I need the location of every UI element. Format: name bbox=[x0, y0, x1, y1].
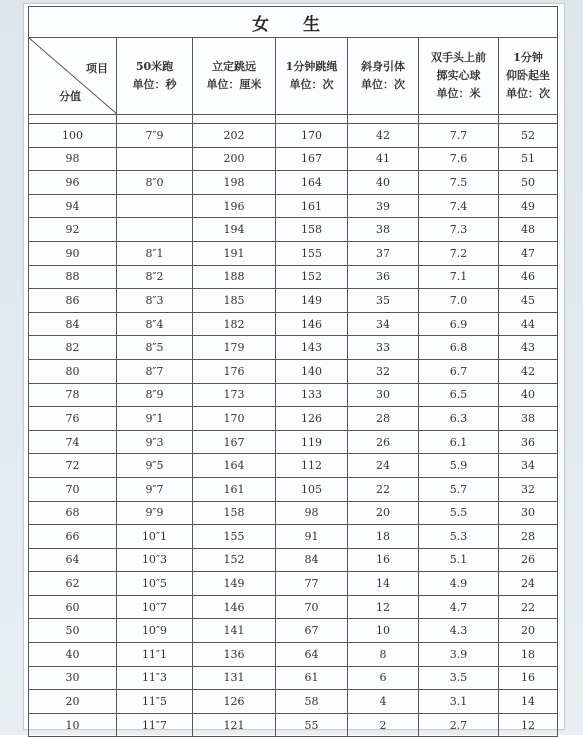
score-cell: 76 bbox=[29, 407, 117, 431]
header-pull-up bbox=[348, 38, 419, 115]
value-cell: 4 bbox=[348, 690, 419, 714]
value-cell: 34 bbox=[499, 454, 558, 478]
value-cell: 38 bbox=[499, 407, 558, 431]
value-cell: 5.3 bbox=[419, 525, 499, 549]
value-cell: 4.7 bbox=[419, 595, 499, 619]
table-row bbox=[29, 289, 558, 313]
value-cell: 170 bbox=[276, 124, 348, 148]
table-row bbox=[29, 454, 558, 478]
value-cell: 164 bbox=[276, 171, 348, 195]
value-cell: 143 bbox=[276, 336, 348, 360]
score-cell: 88 bbox=[29, 265, 117, 289]
value-cell: 16 bbox=[348, 548, 419, 572]
table-row bbox=[29, 407, 558, 431]
value-cell: 11″5 bbox=[117, 690, 193, 714]
value-cell: 12 bbox=[499, 713, 558, 737]
value-cell: 49 bbox=[499, 194, 558, 218]
table-row bbox=[29, 619, 558, 643]
table-row bbox=[29, 477, 558, 501]
table-row bbox=[29, 643, 558, 667]
spacer-cell bbox=[276, 115, 348, 124]
value-cell: 155 bbox=[276, 241, 348, 265]
header-line: 立定跳远 bbox=[212, 60, 256, 73]
score-cell: 74 bbox=[29, 430, 117, 454]
value-cell: 9″9 bbox=[117, 501, 193, 525]
value-cell: 176 bbox=[193, 359, 276, 383]
table-row bbox=[29, 525, 558, 549]
value-cell: 24 bbox=[348, 454, 419, 478]
score-cell: 86 bbox=[29, 289, 117, 313]
value-cell: 58 bbox=[276, 690, 348, 714]
value-cell: 9″5 bbox=[117, 454, 193, 478]
value-cell: 5.9 bbox=[419, 454, 499, 478]
value-cell: 161 bbox=[193, 477, 276, 501]
value-cell: 35 bbox=[348, 289, 419, 313]
value-cell: 28 bbox=[499, 525, 558, 549]
value-cell: 7″9 bbox=[117, 124, 193, 148]
value-cell: 2 bbox=[348, 713, 419, 737]
value-cell: 39 bbox=[348, 194, 419, 218]
value-cell: 133 bbox=[276, 383, 348, 407]
value-cell: 9″1 bbox=[117, 407, 193, 431]
value-cell: 126 bbox=[193, 690, 276, 714]
value-cell: 14 bbox=[348, 572, 419, 596]
value-cell: 140 bbox=[276, 359, 348, 383]
table-body bbox=[29, 124, 558, 737]
table-row bbox=[29, 666, 558, 690]
table-row bbox=[29, 595, 558, 619]
value-cell: 112 bbox=[276, 454, 348, 478]
value-cell: 196 bbox=[193, 194, 276, 218]
value-cell: 61 bbox=[276, 666, 348, 690]
value-cell: 7.7 bbox=[419, 124, 499, 148]
header-line: 单位：秒 bbox=[132, 78, 177, 91]
value-cell: 18 bbox=[499, 643, 558, 667]
header-line: 1分钟跳绳 bbox=[285, 60, 338, 73]
table-row bbox=[29, 171, 558, 195]
score-cell: 90 bbox=[29, 241, 117, 265]
value-cell: 45 bbox=[499, 289, 558, 313]
spacer-cell bbox=[348, 115, 419, 124]
table-row bbox=[29, 241, 558, 265]
value-cell: 3.9 bbox=[419, 643, 499, 667]
value-cell: 7.1 bbox=[419, 265, 499, 289]
table-row bbox=[29, 194, 558, 218]
value-cell: 6.8 bbox=[419, 336, 499, 360]
spacer-cell bbox=[29, 115, 117, 124]
header-rope-skipping bbox=[276, 38, 348, 115]
spacer-cell bbox=[419, 115, 499, 124]
score-cell: 30 bbox=[29, 666, 117, 690]
header-line: 单位：厘米 bbox=[206, 78, 262, 91]
score-cell: 92 bbox=[29, 218, 117, 242]
value-cell: 7.3 bbox=[419, 218, 499, 242]
value-cell: 20 bbox=[348, 501, 419, 525]
value-cell: 158 bbox=[276, 218, 348, 242]
value-cell: 14 bbox=[499, 690, 558, 714]
value-cell: 188 bbox=[193, 265, 276, 289]
value-cell: 36 bbox=[499, 430, 558, 454]
value-cell: 43 bbox=[499, 336, 558, 360]
header-line: 掷实心球 bbox=[436, 69, 481, 82]
value-cell: 185 bbox=[193, 289, 276, 313]
table-row bbox=[29, 218, 558, 242]
value-cell: 3.5 bbox=[419, 666, 499, 690]
value-cell: 41 bbox=[348, 147, 419, 171]
value-cell: 8″7 bbox=[117, 359, 193, 383]
value-cell: 67 bbox=[276, 619, 348, 643]
value-cell: 141 bbox=[193, 619, 276, 643]
value-cell: 146 bbox=[276, 312, 348, 336]
table-row bbox=[29, 572, 558, 596]
value-cell: 167 bbox=[276, 147, 348, 171]
spacer-cell bbox=[193, 115, 276, 124]
value-cell: 5.5 bbox=[419, 501, 499, 525]
value-cell: 173 bbox=[193, 383, 276, 407]
value-cell: 198 bbox=[193, 171, 276, 195]
score-cell: 72 bbox=[29, 454, 117, 478]
value-cell: 10″3 bbox=[117, 548, 193, 572]
value-cell: 152 bbox=[276, 265, 348, 289]
value-cell: 77 bbox=[276, 572, 348, 596]
value-cell: 42 bbox=[348, 124, 419, 148]
value-cell: 5.7 bbox=[419, 477, 499, 501]
value-cell: 26 bbox=[499, 548, 558, 572]
value-cell: 179 bbox=[193, 336, 276, 360]
value-cell: 8 bbox=[348, 643, 419, 667]
value-cell: 37 bbox=[348, 241, 419, 265]
value-cell: 105 bbox=[276, 477, 348, 501]
header-line: 50米跑 bbox=[135, 60, 174, 73]
score-cell: 78 bbox=[29, 383, 117, 407]
value-cell: 32 bbox=[499, 477, 558, 501]
value-cell: 2.7 bbox=[419, 713, 499, 737]
score-cell: 20 bbox=[29, 690, 117, 714]
value-cell: 161 bbox=[276, 194, 348, 218]
value-cell: 194 bbox=[193, 218, 276, 242]
value-cell: 64 bbox=[276, 643, 348, 667]
score-cell: 66 bbox=[29, 525, 117, 549]
header-line: 双手头上前 bbox=[431, 51, 486, 64]
value-cell: 119 bbox=[276, 430, 348, 454]
value-cell: 8″4 bbox=[117, 312, 193, 336]
value-cell: 131 bbox=[193, 666, 276, 690]
score-cell: 80 bbox=[29, 359, 117, 383]
value-cell: 164 bbox=[193, 454, 276, 478]
value-cell: 22 bbox=[348, 477, 419, 501]
header-line: 单位：米 bbox=[436, 87, 481, 100]
value-cell: 24 bbox=[499, 572, 558, 596]
value-cell: 38 bbox=[348, 218, 419, 242]
value-cell: 6.9 bbox=[419, 312, 499, 336]
value-cell: 182 bbox=[193, 312, 276, 336]
score-cell: 98 bbox=[29, 147, 117, 171]
corner-item-label: 项目 bbox=[86, 62, 108, 75]
value-cell: 149 bbox=[276, 289, 348, 313]
value-cell: 98 bbox=[276, 501, 348, 525]
table-row bbox=[29, 359, 558, 383]
value-cell: 6.1 bbox=[419, 430, 499, 454]
table-row bbox=[29, 147, 558, 171]
score-cell: 70 bbox=[29, 477, 117, 501]
value-cell: 202 bbox=[193, 124, 276, 148]
value-cell: 40 bbox=[499, 383, 558, 407]
value-cell: 9″7 bbox=[117, 477, 193, 501]
value-cell: 8″1 bbox=[117, 241, 193, 265]
score-cell: 60 bbox=[29, 595, 117, 619]
table-row bbox=[29, 548, 558, 572]
header-line: 单位：次 bbox=[289, 78, 334, 91]
value-cell: 33 bbox=[348, 336, 419, 360]
score-cell: 50 bbox=[29, 619, 117, 643]
value-cell: 36 bbox=[348, 265, 419, 289]
score-sheet bbox=[23, 3, 565, 730]
value-cell: 42 bbox=[499, 359, 558, 383]
value-cell: 200 bbox=[193, 147, 276, 171]
table-row bbox=[29, 713, 558, 737]
value-cell: 8″0 bbox=[117, 171, 193, 195]
value-cell: 50 bbox=[499, 171, 558, 195]
score-table bbox=[28, 6, 558, 737]
value-cell: 51 bbox=[499, 147, 558, 171]
value-cell: 167 bbox=[193, 430, 276, 454]
value-cell: 136 bbox=[193, 643, 276, 667]
spacer-cell bbox=[117, 115, 193, 124]
value-cell: 6.3 bbox=[419, 407, 499, 431]
value-cell: 7.6 bbox=[419, 147, 499, 171]
header-line: 斜身引体 bbox=[361, 60, 405, 73]
score-cell: 94 bbox=[29, 194, 117, 218]
value-cell: 7.4 bbox=[419, 194, 499, 218]
table-row bbox=[29, 501, 558, 525]
table-row bbox=[29, 124, 558, 148]
value-cell: 6 bbox=[348, 666, 419, 690]
value-cell: 8″2 bbox=[117, 265, 193, 289]
table-row bbox=[29, 336, 558, 360]
table-row bbox=[29, 383, 558, 407]
value-cell: 191 bbox=[193, 241, 276, 265]
header-ball-throw bbox=[419, 38, 499, 115]
value-cell: 9″3 bbox=[117, 430, 193, 454]
score-cell: 82 bbox=[29, 336, 117, 360]
score-cell: 96 bbox=[29, 171, 117, 195]
value-cell: 11″7 bbox=[117, 713, 193, 737]
value-cell: 10″9 bbox=[117, 619, 193, 643]
value-cell: 47 bbox=[499, 241, 558, 265]
value-cell: 126 bbox=[276, 407, 348, 431]
value-cell bbox=[117, 218, 193, 242]
score-cell: 100 bbox=[29, 124, 117, 148]
value-cell: 8″5 bbox=[117, 336, 193, 360]
value-cell: 46 bbox=[499, 265, 558, 289]
value-cell: 149 bbox=[193, 572, 276, 596]
value-cell: 16 bbox=[499, 666, 558, 690]
header-line: 单位：次 bbox=[361, 78, 405, 91]
value-cell: 5.1 bbox=[419, 548, 499, 572]
value-cell: 8″3 bbox=[117, 289, 193, 313]
value-cell: 84 bbox=[276, 548, 348, 572]
value-cell: 91 bbox=[276, 525, 348, 549]
score-cell: 64 bbox=[29, 548, 117, 572]
score-cell: 62 bbox=[29, 572, 117, 596]
spacer-cell bbox=[499, 115, 558, 124]
value-cell: 146 bbox=[193, 595, 276, 619]
value-cell: 30 bbox=[348, 383, 419, 407]
score-cell: 40 bbox=[29, 643, 117, 667]
value-cell: 8″9 bbox=[117, 383, 193, 407]
value-cell: 28 bbox=[348, 407, 419, 431]
value-cell: 11″3 bbox=[117, 666, 193, 690]
value-cell bbox=[117, 147, 193, 171]
value-cell: 70 bbox=[276, 595, 348, 619]
value-cell: 30 bbox=[499, 501, 558, 525]
value-cell bbox=[117, 194, 193, 218]
table-row bbox=[29, 430, 558, 454]
value-cell: 12 bbox=[348, 595, 419, 619]
value-cell: 7.5 bbox=[419, 171, 499, 195]
value-cell: 11″1 bbox=[117, 643, 193, 667]
value-cell: 6.7 bbox=[419, 359, 499, 383]
value-cell: 20 bbox=[499, 619, 558, 643]
value-cell: 4.3 bbox=[419, 619, 499, 643]
table-row bbox=[29, 265, 558, 289]
value-cell: 10″7 bbox=[117, 595, 193, 619]
value-cell: 7.0 bbox=[419, 289, 499, 313]
value-cell: 40 bbox=[348, 171, 419, 195]
value-cell: 32 bbox=[348, 359, 419, 383]
header-sit-up bbox=[499, 38, 558, 115]
corner-header bbox=[29, 38, 117, 115]
table-title: 女 生 bbox=[29, 7, 558, 38]
value-cell: 55 bbox=[276, 713, 348, 737]
value-cell: 7.2 bbox=[419, 241, 499, 265]
value-cell: 158 bbox=[193, 501, 276, 525]
score-cell: 10 bbox=[29, 713, 117, 737]
header-line: 单位：次 bbox=[506, 87, 550, 100]
value-cell: 26 bbox=[348, 430, 419, 454]
value-cell: 152 bbox=[193, 548, 276, 572]
header-line: 仰卧起坐 bbox=[506, 69, 550, 82]
value-cell: 48 bbox=[499, 218, 558, 242]
value-cell: 10 bbox=[348, 619, 419, 643]
value-cell: 170 bbox=[193, 407, 276, 431]
value-cell: 10″1 bbox=[117, 525, 193, 549]
header-long-jump bbox=[193, 38, 276, 115]
table-row bbox=[29, 312, 558, 336]
value-cell: 6.5 bbox=[419, 383, 499, 407]
table-row bbox=[29, 690, 558, 714]
value-cell: 22 bbox=[499, 595, 558, 619]
value-cell: 18 bbox=[348, 525, 419, 549]
value-cell: 155 bbox=[193, 525, 276, 549]
header-50m bbox=[117, 38, 193, 115]
value-cell: 121 bbox=[193, 713, 276, 737]
value-cell: 3.1 bbox=[419, 690, 499, 714]
header-line: 1分钟 bbox=[513, 51, 543, 64]
value-cell: 52 bbox=[499, 124, 558, 148]
corner-score-label: 分值 bbox=[59, 90, 81, 103]
score-cell: 84 bbox=[29, 312, 117, 336]
score-cell: 68 bbox=[29, 501, 117, 525]
value-cell: 34 bbox=[348, 312, 419, 336]
value-cell: 44 bbox=[499, 312, 558, 336]
value-cell: 4.9 bbox=[419, 572, 499, 596]
value-cell: 10″5 bbox=[117, 572, 193, 596]
